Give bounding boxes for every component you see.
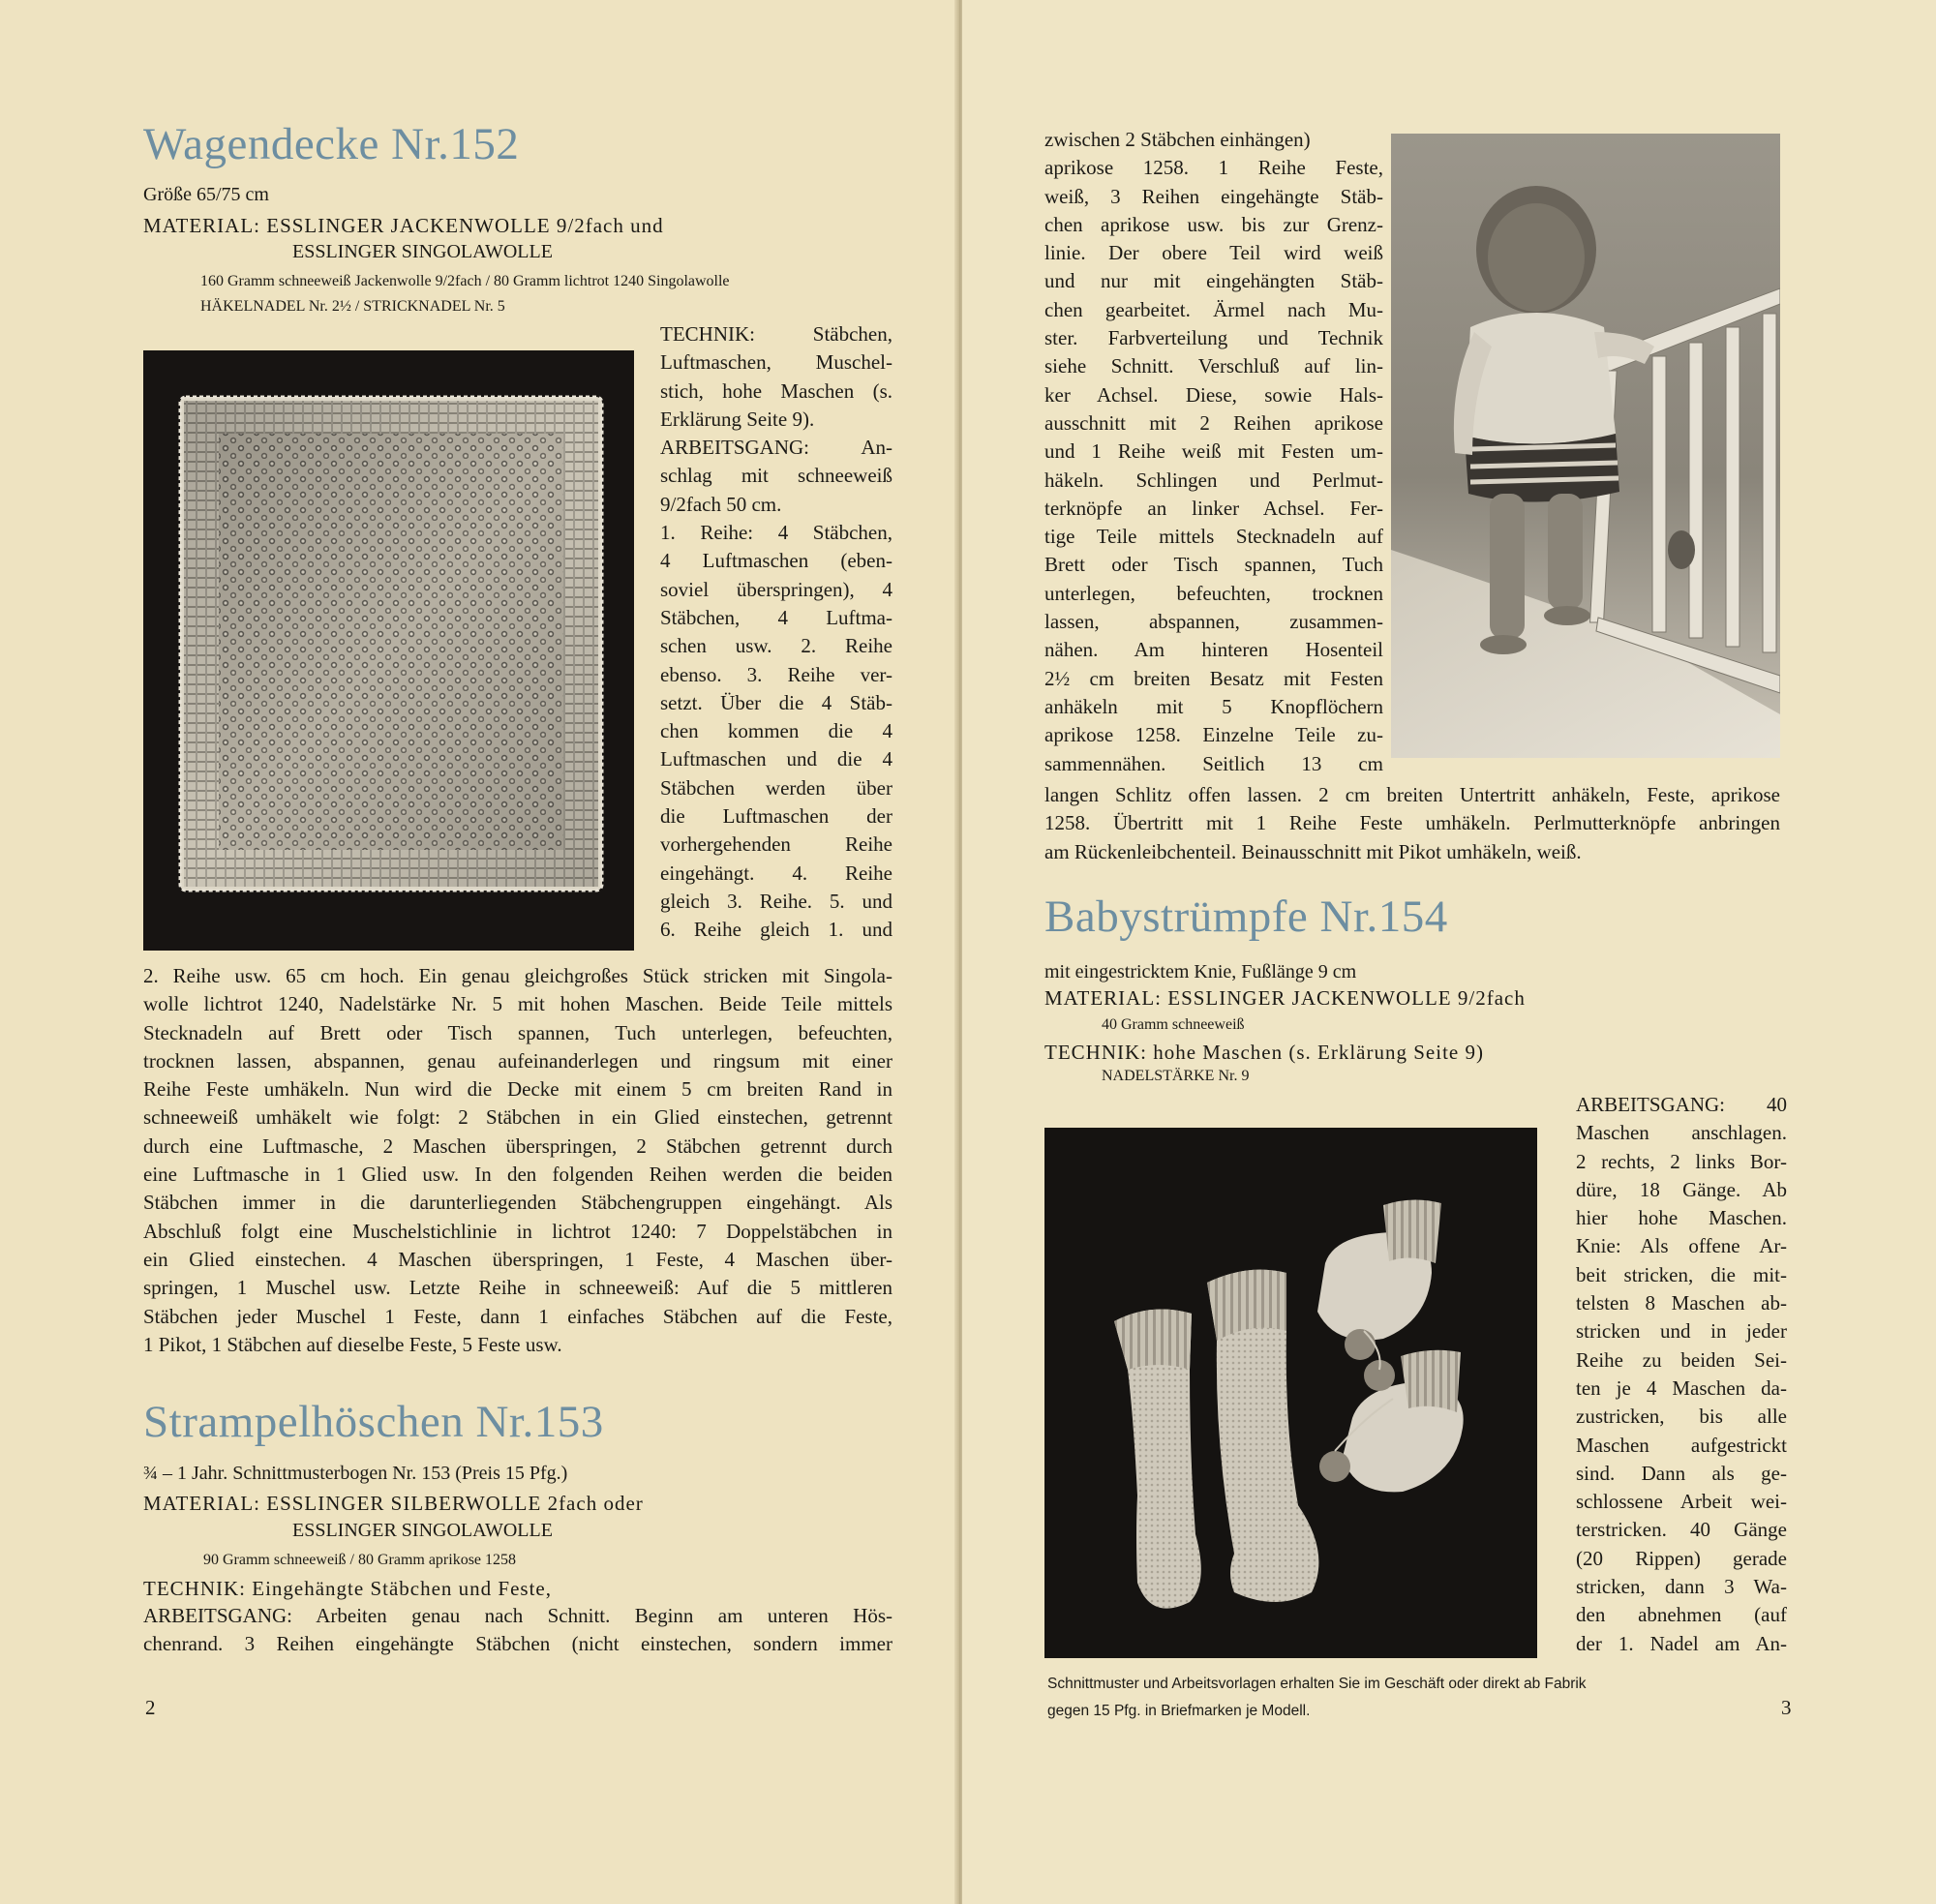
- strumpfe-title: Babystrümpfe Nr.154: [1044, 892, 1448, 942]
- strampel-arbeitsgang: [143, 1602, 892, 1659]
- text-line: Maschen aufgestrickt: [1576, 1433, 1787, 1457]
- text-line: gleich 3. Reihe. 5. und: [660, 889, 892, 913]
- wagendecke-quantities: 160 Gramm schneeweiß Jackenwolle 9/2fach / 80 Gramm lichtrot 1240 Singolawolle: [200, 273, 730, 289]
- text-line: schneeweiß umhäkelt wie folgt: 2 Stäbchen in ein Glied einstechen, getrennt: [143, 1105, 892, 1130]
- text-line: beit stricken, die mit-: [1576, 1262, 1787, 1286]
- text-line: schen usw. 2. Reihe: [660, 634, 892, 658]
- text-line: 2. Reihe usw. 65 cm hoch. Ein genau gleichgroßes Stück stricken mit Singola-: [143, 964, 892, 987]
- text-line: aprikose 1258. Einzelne Teile zu-: [1044, 723, 1383, 747]
- text-line: chenrand. 3 Reihen eingehängte Stäbchen (nicht einstechen, sondern immer: [143, 1632, 892, 1656]
- text-line: Stäbchen werden über: [660, 775, 892, 800]
- strampel-material-2: ESSLINGER SINGOLAWOLLE: [292, 1520, 553, 1541]
- strampel-title: Strampelhöschen Nr.153: [143, 1397, 604, 1447]
- text-line: Maschen anschlagen.: [1576, 1121, 1787, 1145]
- text-line: nähen. Am hinteren Hosenteil: [1044, 638, 1383, 662]
- text-line: stich, hohe Maschen (s.: [660, 378, 892, 403]
- text-line: stricken und in jeder: [1576, 1319, 1787, 1344]
- text-line: 1. Reihe: 4 Stäbchen,: [660, 521, 892, 545]
- baby-photo: [1391, 134, 1780, 758]
- text-line: Reihe Feste umhäkeln. Nun wird die Decke mit einem 5 cm breiten Rand in: [143, 1077, 892, 1102]
- strumpfe-needles: NADELSTÄRKE Nr. 9: [1102, 1068, 1250, 1084]
- strampel-continued-column: [1044, 126, 1383, 778]
- text-line: weiß, 3 Reihen eingehängte Stäb-: [1044, 184, 1383, 208]
- text-line: Stecknadeln auf Brett oder Tisch spannen, Tuch unterlegen, befeuchten,: [143, 1020, 892, 1044]
- text-line: sammennähen. Seitlich 13 cm: [1044, 751, 1383, 775]
- strumpfe-quantities: 40 Gramm schneeweiß: [1102, 1016, 1245, 1033]
- footnote-line-2: gegen 15 Pfg. in Briefmarken je Modell.: [1047, 1703, 1311, 1719]
- text-line: chen aprikose usw. bis zur Grenz-: [1044, 212, 1383, 236]
- text-line: ker Achsel. Diese, sowie Hals-: [1044, 382, 1383, 407]
- text-line: ARBEITSGANG: 40: [1576, 1093, 1787, 1116]
- text-line: soviel überspringen), 4: [660, 577, 892, 601]
- text-line: chen kommen die 4: [660, 719, 892, 743]
- text-line: anhäkeln mit 5 Knopflöchern: [1044, 694, 1383, 718]
- text-line: springen, 1 Muschel usw. Letzte Reihe in schneeweiß: Auf die 5 mittleren: [143, 1276, 892, 1300]
- strampel-age: ¾ – 1 Jahr. Schnittmusterbogen Nr. 153 (Preis 15 Pfg.): [143, 1463, 568, 1484]
- text-line: Knie: Als offene Ar-: [1576, 1234, 1787, 1258]
- text-line: eine Luftmasche in 1 Glied usw. In den folgenden Reihen werden die beiden: [143, 1163, 892, 1187]
- right-page: [962, 0, 1936, 1904]
- text-line: 1258. Übertritt mit 1 Reihe Feste umhäkeln. Perlmutterknöpfe anbringen: [1044, 811, 1780, 835]
- text-line: 2½ cm breiten Besatz mit Festen: [1044, 666, 1383, 690]
- strumpfe-column: [1576, 1091, 1787, 1658]
- text-line: chen gearbeitet. Ärmel nach Mu-: [1044, 297, 1383, 321]
- text-line: und nur mit eingehängten Stäb-: [1044, 269, 1383, 293]
- text-line: Stäbchen, 4 Luftma-: [660, 605, 892, 629]
- blanket-illustration: [143, 350, 634, 951]
- text-line: lassen, abspannen, zusammen-: [1044, 610, 1383, 634]
- wagendecke-material-2: ESSLINGER SINGOLAWOLLE: [292, 241, 553, 262]
- text-line: Reihe zu beiden Sei-: [1576, 1347, 1787, 1372]
- strampel-quantities: 90 Gramm schneeweiß / 80 Gramm aprikose 1258: [203, 1552, 517, 1568]
- text-line: schlossene Arbeit wei-: [1576, 1490, 1787, 1514]
- text-line: hier hohe Maschen.: [1576, 1206, 1787, 1230]
- text-line: ausschnitt mit 2 Reihen aprikose: [1044, 410, 1383, 435]
- text-line: zustricken, bis alle: [1576, 1405, 1787, 1429]
- text-line: langen Schlitz offen lassen. 2 cm breiten Untertritt anhäkeln, Feste, aprikose: [1044, 783, 1780, 806]
- strampel-continued-paragraph: [1044, 781, 1780, 866]
- socks-mittens-illustration: [1044, 1128, 1537, 1658]
- text-line: terknöpfe an linker Achsel. Fer-: [1044, 496, 1383, 520]
- text-line: ARBEITSGANG: An-: [660, 436, 892, 460]
- text-line: 9/2fach 50 cm.: [660, 492, 782, 516]
- strampel-technik: TECHNIK: Eingehängte Stäbchen und Feste,: [143, 1577, 552, 1600]
- text-line: am Rückenleibchenteil. Beinausschnitt mit Pikot umhäkeln, weiß.: [1044, 839, 1582, 863]
- wagendecke-column: [660, 320, 892, 945]
- text-line: TECHNIK: Stäbchen,: [660, 322, 892, 346]
- socks-photo: [1044, 1128, 1537, 1658]
- strumpfe-material: MATERIAL: ESSLINGER JACKENWOLLE 9/2fach: [1044, 986, 1526, 1010]
- strumpfe-subtitle: mit eingestricktem Knie, Fußlänge 9 cm: [1044, 961, 1357, 982]
- text-line: zwischen 2 Stäbchen einhängen): [1044, 128, 1311, 151]
- text-line: und 1 Reihe weiß mit Festen um-: [1044, 439, 1383, 464]
- text-line: häkeln. Schlingen und Perlmut-: [1044, 468, 1383, 492]
- text-line: 2 rechts, 2 links Bor-: [1576, 1149, 1787, 1173]
- text-line: Abschluß folgt eine Muschelstichlinie in lichtrot 1240: 7 Doppelstäbchen in: [143, 1219, 892, 1243]
- text-line: den abnehmen (auf: [1576, 1603, 1787, 1627]
- text-line: Stäbchen immer in die darunterliegenden Stäbchengruppen eingehängt. Als: [143, 1191, 892, 1215]
- strampel-material-1: MATERIAL: ESSLINGER SILBERWOLLE 2fach oder: [143, 1492, 644, 1515]
- wagendecke-paragraph: [143, 962, 892, 1359]
- page-number-left: 2: [145, 1696, 156, 1719]
- text-line: 1 Pikot, 1 Stäbchen auf dieselbe Feste, 5 Feste usw.: [143, 1332, 562, 1356]
- text-line: düre, 18 Gänge. Ab: [1576, 1177, 1787, 1201]
- text-line: aprikose 1258. 1 Reihe Feste,: [1044, 156, 1383, 180]
- baby-in-crib-illustration: [1391, 134, 1780, 758]
- text-line: durch eine Luftmasche, 2 Maschen überspringen, 2 Stäbchen getrennt durch: [143, 1133, 892, 1158]
- text-line: eingehängt. 4. Reihe: [660, 861, 892, 885]
- text-line: ten je 4 Maschen da-: [1576, 1375, 1787, 1400]
- text-line: trocknen lassen, abspannen, genau aufeinanderlegen und ringsum mit einer: [143, 1048, 892, 1073]
- text-line: (20 Rippen) gerade: [1576, 1546, 1787, 1570]
- wagendecke-size: Größe 65/75 cm: [143, 184, 269, 205]
- text-line: Stäbchen jeder Muschel 1 Feste, dann 1 einfaches Stäbchen auf die Feste,: [143, 1304, 892, 1328]
- page-number-right: 3: [1781, 1696, 1792, 1719]
- blanket-photo: [143, 350, 634, 951]
- text-line: vorhergehenden Reihe: [660, 832, 892, 857]
- left-page: [0, 0, 960, 1904]
- text-line: 6. Reihe gleich 1. und: [660, 918, 892, 942]
- text-line: schlag mit schneeweiß: [660, 464, 892, 488]
- wagendecke-material-1: MATERIAL: ESSLINGER JACKENWOLLE 9/2fach und: [143, 214, 664, 237]
- text-line: siehe Schnitt. Verschluß auf lin-: [1044, 354, 1383, 378]
- text-line: sind. Dann als ge-: [1576, 1461, 1787, 1485]
- text-line: tige Teile mittels Stecknadeln auf: [1044, 525, 1383, 549]
- text-line: die Luftmaschen der: [660, 804, 892, 829]
- text-line: Luftmaschen, Muschel-: [660, 350, 892, 375]
- footnote-line-1: Schnittmuster und Arbeitsvorlagen erhalten Sie im Geschäft oder direkt ab Fabrik: [1047, 1676, 1587, 1692]
- text-line: unterlegen, befeuchten, trocknen: [1044, 581, 1383, 605]
- strumpfe-technik: TECHNIK: hohe Maschen (s. Erklärung Seite 9): [1044, 1041, 1484, 1064]
- text-line: terstricken. 40 Gänge: [1576, 1518, 1787, 1542]
- wagendecke-needles: HÄKELNADEL Nr. 2½ / STRICKNADEL Nr. 5: [200, 298, 505, 315]
- text-line: Brett oder Tisch spannen, Tuch: [1044, 553, 1383, 577]
- text-line: ster. Farbverteilung und Technik: [1044, 326, 1383, 350]
- text-line: telsten 8 Maschen ab-: [1576, 1291, 1787, 1315]
- text-line: Luftmaschen und die 4: [660, 747, 892, 771]
- text-line: ARBEITSGANG: Arbeiten genau nach Schnitt. Beginn am unteren Hös-: [143, 1604, 892, 1627]
- text-line: Erklärung Seite 9).: [660, 407, 815, 431]
- wagendecke-title: Wagendecke Nr.152: [143, 119, 520, 169]
- text-line: 4 Luftmaschen (eben-: [660, 549, 892, 573]
- text-line: der 1. Nadel am An-: [1576, 1631, 1787, 1655]
- text-line: ein Glied einstechen. 4 Maschen überspringen, 1 Feste, 4 Maschen über-: [143, 1247, 892, 1271]
- text-line: linie. Der obere Teil wird weiß: [1044, 241, 1383, 265]
- text-line: stricken, dann 3 Wa-: [1576, 1575, 1787, 1599]
- text-line: wolle lichtrot 1240, Nadelstärke Nr. 5 mit hohen Maschen. Beide Teile mittels: [143, 992, 892, 1016]
- text-line: ebenso. 3. Reihe ver-: [660, 662, 892, 686]
- text-line: setzt. Über die 4 Stäb-: [660, 690, 892, 714]
